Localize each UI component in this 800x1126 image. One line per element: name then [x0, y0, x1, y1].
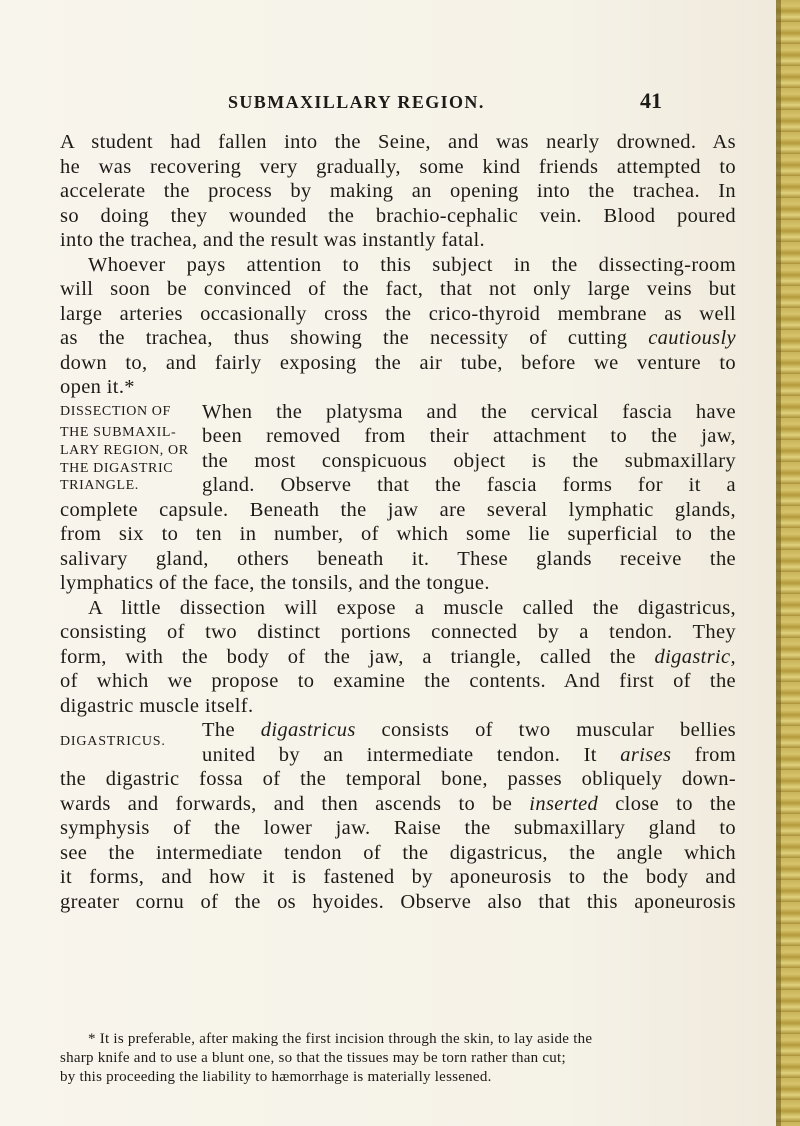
text-line: he was recovering very gradually, some kind friends attempted to [60, 155, 736, 178]
text-line: digastric muscle itself. [60, 694, 254, 717]
digastricus-sidenote-block [60, 718, 736, 767]
sidenote-body [192, 400, 736, 498]
margin-note-line: DISSECTION OF [60, 403, 171, 419]
text-run: consists of two muscular bellies [355, 719, 736, 741]
text-line: see the intermediate tendon of the digastricus, the angle which [60, 841, 736, 864]
text-line [60, 792, 736, 817]
text-line: of which we propose to examine the contents. And first of the [60, 670, 736, 692]
text-run: form, with the body of the jaw, a triangle, called the [60, 645, 655, 668]
footnote-line: sharp knife and to use a blunt one, so that the tissues may be torn rather than cut; [60, 1050, 566, 1066]
italic-term: inserted [529, 792, 599, 815]
page-header [228, 88, 668, 116]
text-line: gland. Observe that the fascia forms for it a [202, 474, 736, 496]
margin-note-line: THE DIGASTRIC [60, 461, 174, 476]
text-line: complete capsule. Beneath the jaw are several lymphatic glands, [60, 498, 736, 521]
text-line: symphysis of the lower jaw. Raise the submaxillary gland to [60, 817, 736, 839]
margin-note-digastricus: DIGASTRICUS. [60, 734, 166, 749]
text-line: large arteries occasionally cross the crico-thyroid membrane as well [60, 302, 736, 325]
text-line: A little dissection will expose a muscle called the digastricus, [88, 596, 736, 619]
text-line: been removed from their attachment to the jaw, [202, 425, 736, 447]
text-line: the digastric fossa of the temporal bone, passes obliquely down- [60, 768, 736, 790]
italic-term: arises [620, 743, 672, 766]
margin-note-line: THE SUBMAXIL- [60, 425, 177, 440]
margin-note-line: TRIANGLE. [60, 477, 139, 493]
text-run: united by an intermediate tendon. It [202, 743, 621, 766]
italic-term: digastricus [260, 719, 356, 741]
italic-term: digastric, [654, 645, 736, 668]
text-line: into the trachea, and the result was instantly fatal. [60, 229, 485, 251]
text-line: salivary gland, others beneath it. These glands receive the [60, 547, 736, 570]
footnote [60, 1030, 736, 1087]
text-line: A student had fallen into the Seine, and was nearly drowned. As [60, 131, 736, 153]
text-line: accelerate the process by making an opening into the trachea. In [60, 180, 736, 202]
margin-note-line: LARY REGION, OR [60, 443, 189, 458]
text-line [60, 326, 736, 351]
text-line: When the platysma and the cervical fascia have [202, 400, 736, 423]
text-line: down to, and fairly exposing the air tube, before we venture to [60, 351, 736, 374]
text-run: as the trachea, thus showing the necessity of cutting [60, 327, 649, 349]
text-line: open it.* [60, 376, 135, 398]
text-run: The [202, 719, 261, 741]
book-spine-edge [776, 0, 800, 1126]
text-line: the most conspicuous object is the submaxillary [202, 449, 736, 472]
text-line [202, 718, 736, 743]
text-line: Whoever pays attention to this subject in the dissecting-room [88, 253, 736, 276]
page-number: 41 [640, 88, 662, 113]
running-head: SUBMAXILLARY REGION. [228, 92, 485, 112]
footnote-line: * It is preferable, after making the first incision through the skin, to lay aside the [88, 1031, 593, 1047]
text-line [202, 743, 736, 768]
text-run: from [671, 743, 736, 766]
text-line: will soon be convinced of the fact, that not only large veins but [60, 278, 736, 300]
text-run: wards and forwards, and then ascends to be [60, 792, 530, 815]
text-line: lymphatics of the face, the tonsils, and the tongue. [60, 572, 490, 594]
text-line: from six to ten in number, of which some lie superficial to the [60, 523, 736, 545]
text-line: so doing they wounded the brachio-cephalic vein. Blood poured [60, 204, 736, 227]
margin-note-dissection [60, 400, 192, 479]
italic-term: cautiously [648, 327, 736, 349]
text-line: consisting of two distinct portions connected by a tendon. They [60, 621, 736, 643]
text-line: it forms, and how it is fastened by aponeurosis to the body and [60, 866, 736, 888]
text-line: greater cornu of the os hyoides. Observe also that this aponeurosis [60, 890, 736, 913]
digastricus-body [192, 718, 736, 767]
footnote-line: by this proceeding the liability to hæmorrhage is materially lessened. [60, 1069, 492, 1085]
body-text [60, 130, 736, 914]
text-run: close to the [598, 792, 736, 815]
text-line [60, 645, 736, 670]
